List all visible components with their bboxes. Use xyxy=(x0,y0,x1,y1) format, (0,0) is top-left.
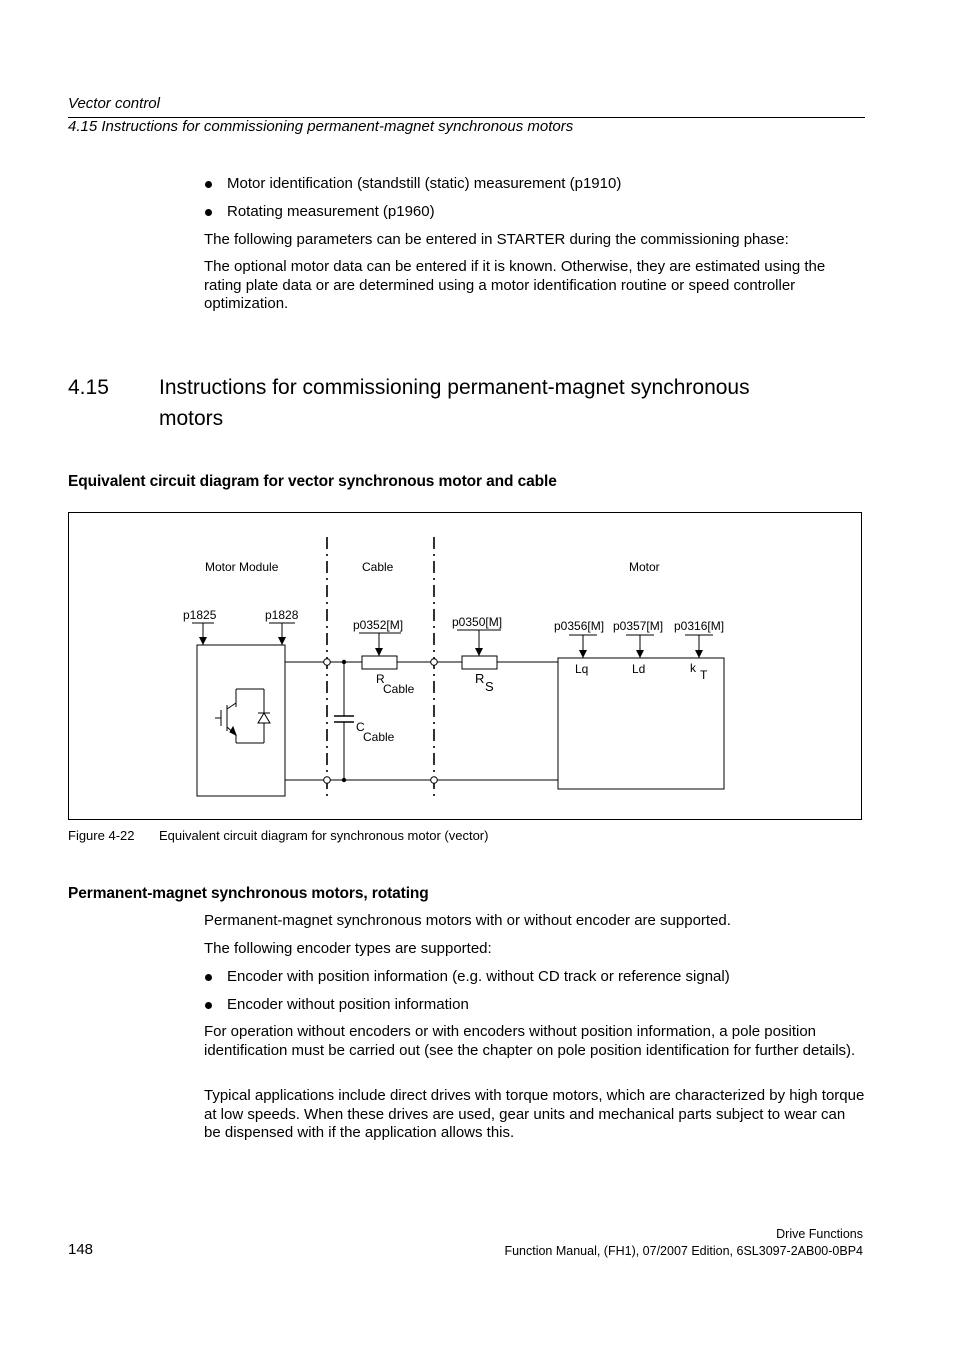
r-cable-subscript: Cable xyxy=(383,682,415,696)
param-p0356: p0356[M] xyxy=(554,619,605,633)
arrowhead-icon xyxy=(375,648,383,656)
bullet-icon xyxy=(205,181,212,188)
kt-label: k xyxy=(690,661,696,675)
figure-frame xyxy=(68,512,862,820)
list-item-text: Rotating measurement (p1960) xyxy=(227,203,435,220)
param-p1828: p1828 xyxy=(265,608,299,622)
param-p1825: p1825 xyxy=(183,608,217,622)
footer-doc-ref: Function Manual, (FH1), 07/2007 Edition, 6SL3097-2AB00-0BP4 xyxy=(504,1244,863,1258)
motor-module-box xyxy=(197,645,285,796)
resistor-cable xyxy=(362,656,397,669)
rs-subscript: S xyxy=(485,679,494,694)
header-chapter: Vector control xyxy=(68,95,160,112)
motor-label: Motor xyxy=(629,560,660,574)
arrowhead-icon xyxy=(475,648,483,656)
figure-caption: Equivalent circuit diagram for synchronous motor (vector) xyxy=(159,828,489,843)
rs-label: R xyxy=(475,671,485,686)
motor-module-label: Motor Module xyxy=(205,560,279,574)
param-p0352: p0352[M] xyxy=(353,618,404,632)
subheading: Equivalent circuit diagram for vector synchronous motor and cable xyxy=(68,473,557,490)
list-item-text: Encoder without position information xyxy=(227,996,469,1013)
ld-label: Ld xyxy=(632,662,646,676)
paragraph: The following encoder types are supported: xyxy=(204,940,492,957)
page-number: 148 xyxy=(68,1241,94,1258)
section-number: 4.15 xyxy=(68,376,109,399)
lq-label: Lq xyxy=(575,662,589,676)
arrowhead-icon xyxy=(278,637,286,645)
terminal-icon xyxy=(324,777,331,784)
param-p0350: p0350[M] xyxy=(452,615,503,629)
subheading: Permanent-magnet synchronous motors, rotating xyxy=(68,885,429,902)
list-item-text: Motor identification (standstill (static) measurement (p1910) xyxy=(227,175,622,192)
footer-doc-title: Drive Functions xyxy=(776,1227,863,1241)
terminal-icon xyxy=(324,659,331,666)
bullet-icon xyxy=(205,974,212,981)
paragraph: The following parameters can be entered in STARTER during the commissioning phase: xyxy=(204,231,789,248)
igbt-icon xyxy=(215,689,270,743)
c-cable-subscript: Cable xyxy=(363,730,395,744)
arrowhead-icon xyxy=(579,650,587,658)
header-section: 4.15 Instructions for commissioning permanent-magnet synchronous motors xyxy=(68,118,574,135)
resistor-stator xyxy=(462,656,497,669)
bullet-icon xyxy=(205,209,212,216)
paragraph: Typical applications include direct drives with torque motors, which are characterized by high torque at low speeds. When these drives are used, gear units and mechanical parts subject to wear can be dispensed with if the application allows this. xyxy=(204,1087,865,1141)
paragraph: The optional motor data can be entered if it is known. Otherwise, they are estimated using the rating plate data or are determined using a motor identification routine or speed controller optimization. xyxy=(204,258,826,312)
kt-subscript: T xyxy=(700,668,708,682)
c-cable-label: C xyxy=(356,720,365,734)
param-p0316: p0316[M] xyxy=(674,619,725,633)
section-title-line2: motors xyxy=(159,407,224,430)
section-title-line1: Instructions for commissioning permanent-magnet synchronous xyxy=(159,376,750,399)
cable-label: Cable xyxy=(362,560,394,574)
arrowhead-icon xyxy=(199,637,207,645)
paragraph: Permanent-magnet synchronous motors with or without encoder are supported. xyxy=(204,912,731,929)
paragraph: For operation without encoders or with encoders without position information, a pole position identification must be carried out (see the chapter on pole position identification for further details). xyxy=(204,1023,856,1059)
list-item-text: Encoder with position information (e.g. without CD track or reference signal) xyxy=(227,968,730,985)
param-p0357: p0357[M] xyxy=(613,619,664,633)
arrowhead-icon xyxy=(695,650,703,658)
figure-number: Figure 4-22 xyxy=(68,828,135,843)
arrowhead-icon xyxy=(636,650,644,658)
header-rule xyxy=(68,117,865,118)
terminal-icon xyxy=(431,659,438,666)
bullet-icon xyxy=(205,1002,212,1009)
r-cable-label: R xyxy=(376,672,385,686)
terminal-icon xyxy=(431,777,438,784)
circuit-diagram xyxy=(69,513,861,819)
